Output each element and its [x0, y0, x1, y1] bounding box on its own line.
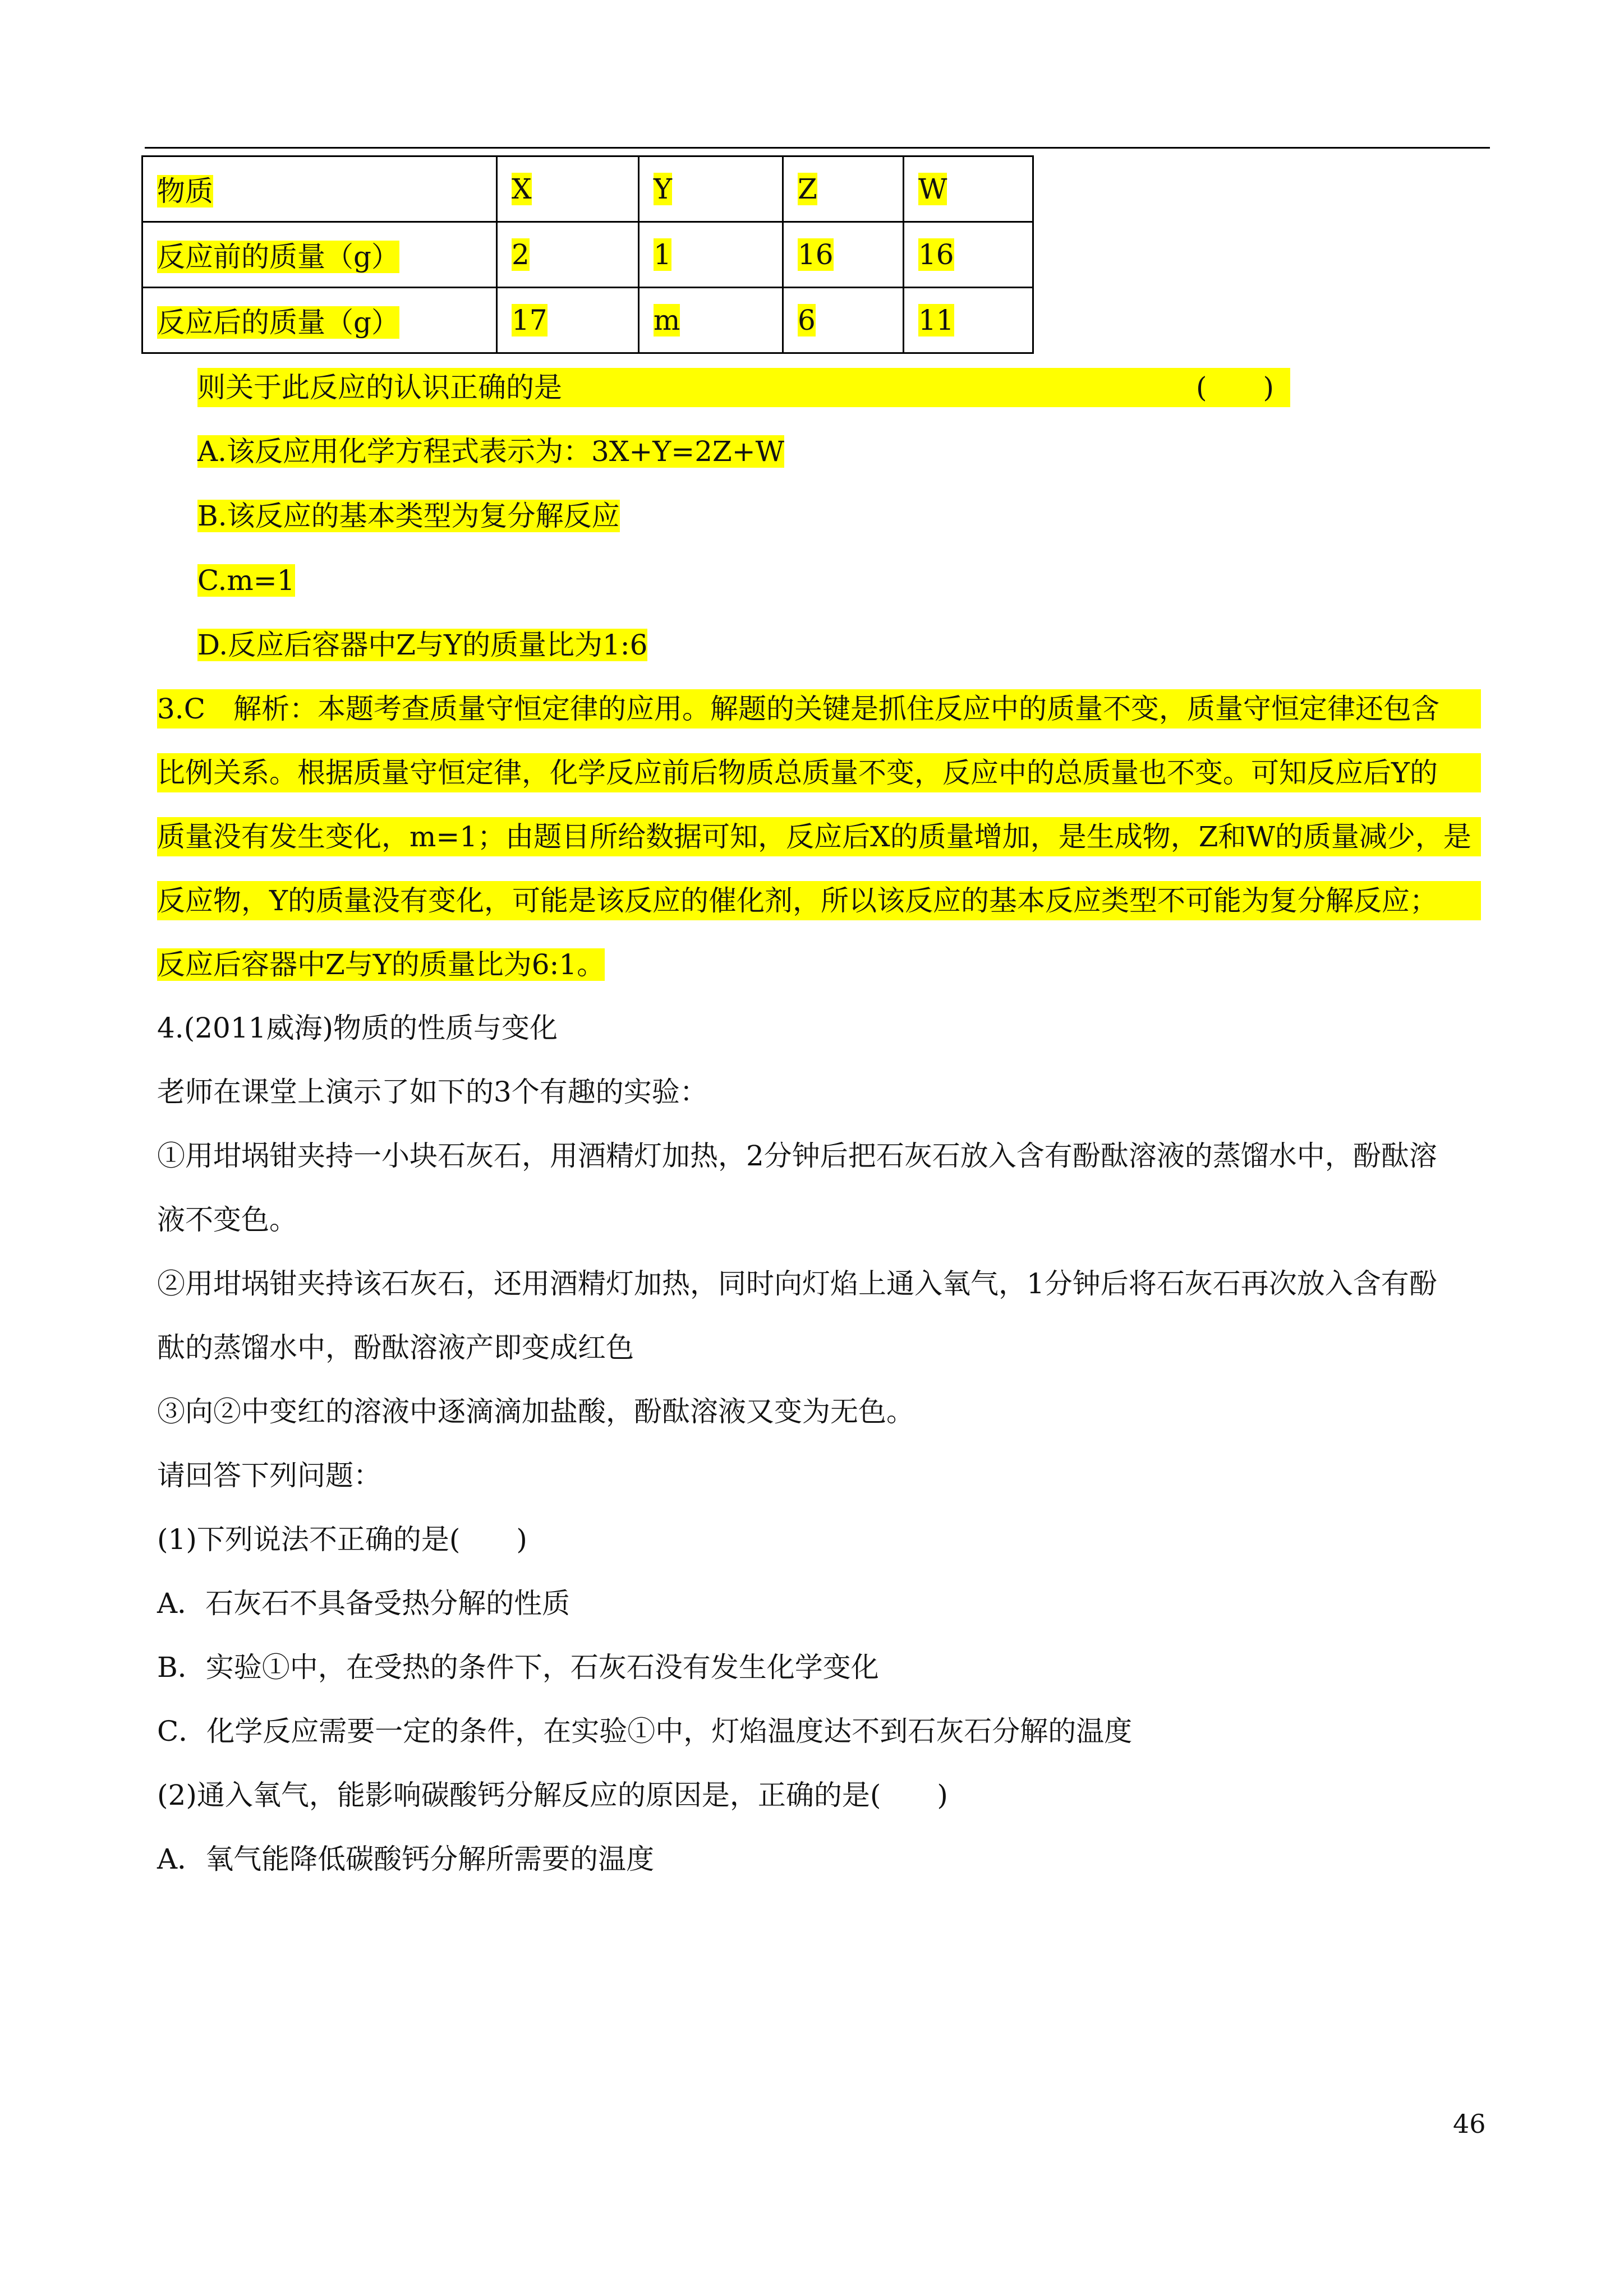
sub1-option-c: C．化学反应需要一定的条件，在实验①中，灯焰温度达不到石灰石分解的温度	[157, 1715, 1133, 1748]
table-header-cell: Y	[639, 156, 783, 222]
page-number: 46	[1453, 2109, 1486, 2139]
mass-table	[141, 155, 1034, 354]
answer-line: 3.C 解析：本题考查质量守恒定律的应用。解题的关键是抓住反应中的质量不变，质量守恒定律还包含	[157, 689, 1481, 729]
table-cell: 反应前的质量（g）	[142, 222, 497, 288]
answer-line: 反应后容器中Z与Y的质量比为6:1。	[157, 948, 605, 981]
sub1-option-a: A．石灰石不具备受热分解的性质	[157, 1587, 571, 1620]
table-cell: 2	[497, 222, 639, 288]
table-row	[142, 222, 1033, 288]
answer-line: 质量没有发生变化，m=1；由题目所给数据可知，反应后X的质量增加，是生成物，Z和W的质量减少，是	[157, 817, 1481, 856]
experiment-1-line-1: ①用坩埚钳夹持一小块石灰石，用酒精灯加热，2分钟后把石灰石放入含有酚酞溶液的蒸馏水中，酚酞溶	[157, 1140, 1437, 1172]
option-b-text: B.该反应的基本类型为复分解反应	[197, 500, 620, 532]
sub-question-2: (2)通入氧气，能影响碳酸钙分解反应的原因是，正确的是( )	[157, 1779, 948, 1811]
table-cell: 16	[904, 222, 1033, 288]
table-cell: 6	[783, 288, 904, 353]
table-header-cell: W	[904, 156, 1033, 222]
table-cell: 反应后的质量（g）	[142, 288, 497, 353]
question-stem	[197, 368, 1290, 407]
table-header-cell: 物质	[142, 156, 497, 222]
sub1-option-b: B．实验①中，在受热的条件下，石灰石没有发生化学变化	[157, 1651, 879, 1684]
experiment-2-line-1: ②用坩埚钳夹持该石灰石，还用酒精灯加热，同时向灯焰上通入氧气，1分钟后将石灰石再次放入含有酚	[157, 1267, 1437, 1300]
option-a-text: A.该反应用化学方程式表示为：3X+Y=2Z+W	[197, 435, 785, 468]
option-d	[197, 625, 647, 665]
experiment-1-line-2: 液不变色。	[157, 1204, 297, 1236]
table-header-row	[142, 156, 1033, 222]
answer-paren: ( )	[1196, 371, 1275, 404]
table-cell: m	[639, 288, 783, 353]
option-d-text: D.反应后容器中Z与Y的质量比为1:6	[197, 629, 648, 661]
option-c-text: C.m=1	[197, 564, 295, 597]
table-row	[142, 288, 1033, 353]
table-header-cell: Z	[783, 156, 904, 222]
table-cell: 17	[497, 288, 639, 353]
answer-line: 反应物，Y的质量没有变化，可能是该反应的催化剂，所以该反应的基本反应类型不可能为复分解反应；	[157, 881, 1481, 920]
answer-line: 比例关系。根据质量守恒定律，化学反应前后物质总质量不变，反应中的总质量也不变。可知反应后Y的	[157, 753, 1481, 792]
question-stem-text: 则关于此反应的认识正确的是	[197, 371, 562, 404]
table-cell: 1	[639, 222, 783, 288]
option-b	[197, 496, 620, 536]
experiment-3: ③向②中变红的溶液中逐滴滴加盐酸，酚酞溶液又变为无色。	[157, 1395, 914, 1428]
option-a	[197, 432, 784, 471]
table-cell: 11	[904, 288, 1033, 353]
table-header-cell: X	[497, 156, 639, 222]
header-rule	[145, 147, 1490, 149]
sub-question-1: (1)下列说法不正确的是( )	[157, 1523, 527, 1556]
question4-prompt: 请回答下列问题：	[157, 1459, 381, 1492]
question4-intro: 老师在课堂上演示了如下的3个有趣的实验：	[157, 1076, 708, 1108]
table-cell: 16	[783, 222, 904, 288]
experiment-2-line-2: 酞的蒸馏水中，酚酞溶液产即变成红色	[157, 1331, 634, 1364]
sub2-option-a: A．氧气能降低碳酸钙分解所需要的温度	[157, 1843, 655, 1875]
question4-title: 4.(2011威海)物质的性质与变化	[157, 1012, 558, 1044]
option-c	[197, 561, 295, 600]
